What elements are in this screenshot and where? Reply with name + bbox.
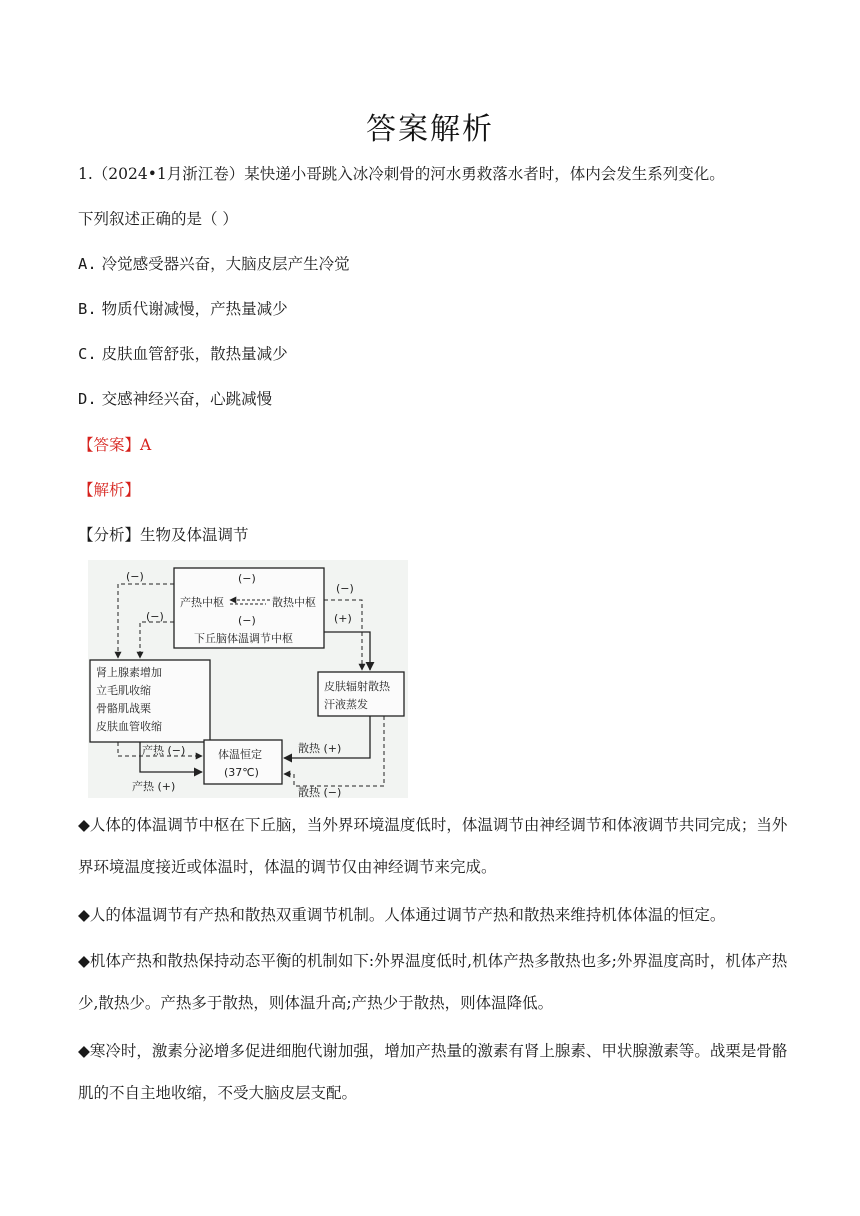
option-b: [78, 297, 288, 319]
option-c-letter: C.: [78, 345, 97, 363]
answer-line: [78, 433, 151, 455]
center-bottom-label: 下丘脑体温调节中枢: [194, 632, 293, 645]
right-box-line-2: 汗液蒸发: [324, 698, 368, 711]
center-left-label: 产热中枢: [180, 596, 224, 609]
question-line-2: 下列叙述正确的是（ ）: [78, 210, 238, 228]
center-right-label: 散热中枢: [272, 596, 316, 609]
arrow-right-inner: [324, 632, 370, 670]
question-line-1: 1.（2024•1月浙江卷）某快递小哥跳入冰冷刺骨的河水勇救落水者时，体内会发生系列变化。: [78, 165, 725, 183]
right-outer-minus: (−): [336, 582, 354, 595]
right-bottom-top-label: 散热 (+): [298, 742, 342, 755]
left-box-line-2: 立毛肌收缩: [96, 684, 151, 697]
option-d: [78, 387, 272, 409]
left-inner-minus: (−): [146, 610, 164, 623]
arrow-left-inner: [140, 622, 174, 658]
paragraph-1: ◆人体的体温调节中枢在下丘脑，当外界环境温度低时，体温调节由神经调节和体液调节共同完成；当外界环境温度接近或体温时，体温的调节仅由神经调节来完成。: [78, 816, 788, 876]
paragraph-4: ◆寒冷时，激素分泌增多促进细胞代谢加强，增加产热量的激素有肾上腺素、甲状腺激素等。战栗是骨骼肌的不自主地收缩，不受大脑皮层支配。: [78, 1042, 788, 1102]
option-c: [78, 342, 288, 364]
right-inner-plus: (+): [334, 612, 352, 625]
left-bottom-bot-label: 产热 (+): [132, 780, 176, 793]
left-box-line-3: 骨骼肌战栗: [96, 702, 151, 715]
left-bottom-top-label: 产热 (−): [142, 744, 186, 757]
fenxi-line: [78, 523, 249, 545]
option-a-text: 冷觉感受器兴奋，大脑皮层产生冷觉: [101, 255, 350, 273]
fenxi-label: 【分析】: [78, 526, 141, 544]
option-b-letter: B.: [78, 300, 97, 318]
option-d-text: 交感神经兴奋，心跳减慢: [101, 390, 273, 408]
arrow-right-outer: [324, 600, 362, 670]
fenxi-text: 生物及体温调节: [140, 526, 249, 544]
answer-value: A: [140, 436, 152, 454]
answer-label: 【答案】: [78, 436, 141, 454]
center-mid-minus: (−): [238, 614, 256, 627]
paragraph-2: ◆人的体温调节有产热和散热双重调节机制。人体通过调节产热和散热来维持机体体温的恒定。: [78, 906, 726, 924]
option-b-text: 物质代谢减慢，产热量减少: [101, 300, 288, 318]
option-d-letter: D.: [78, 390, 97, 408]
bottom-box-line-2: (37℃): [224, 766, 259, 779]
right-box-line-1: 皮肤辐射散热: [324, 680, 390, 693]
option-a: [78, 252, 350, 274]
page-title: 答案解析: [366, 112, 494, 147]
option-c-text: 皮肤血管舒张，散热量减少: [101, 345, 288, 363]
left-outer-minus: (−): [126, 570, 144, 583]
right-bottom-bot-label: 散热 (−): [298, 786, 342, 798]
option-a-letter: A.: [78, 255, 97, 273]
left-box-line-4: 皮肤血管收缩: [96, 720, 162, 733]
center-top-minus: (−): [238, 572, 256, 585]
thermoregulation-diagram: [88, 560, 408, 798]
bottom-box-line-1: 体温恒定: [218, 748, 262, 761]
analysis-label: 【解析】: [78, 481, 141, 499]
paragraph-3: ◆机体产热和散热保持动态平衡的机制如下:外界温度低时,机体产热多散热也多;外界温度高时，机体产热少,散热少。产热多于散热，则体温升高;产热少于散热，则体温降低。: [78, 952, 788, 1012]
left-box-line-1: 肾上腺素增加: [96, 666, 162, 679]
